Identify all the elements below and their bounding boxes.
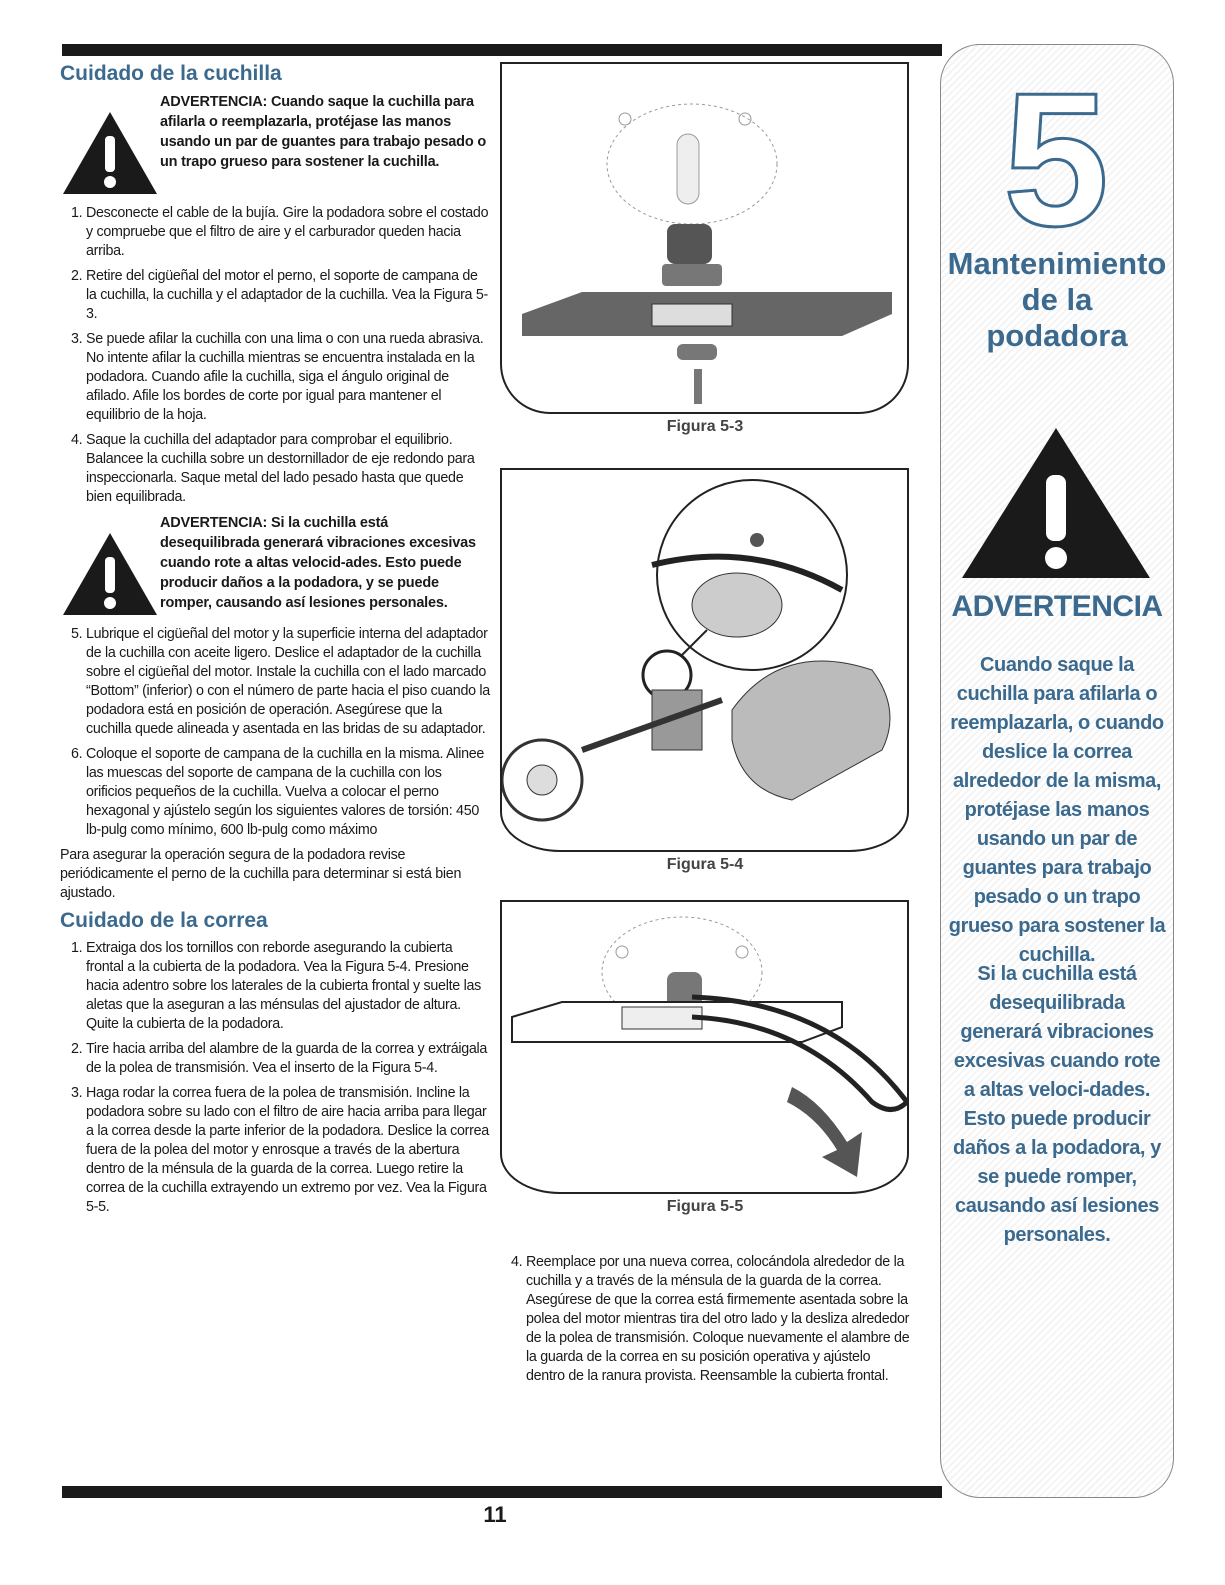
list-item: 3. Se puede afilar la cuchilla con una lima o con una rueda abrasiva. No intente afilar la cuchilla mientras se encuentra instalada en la podadora. Cuando afile la cuchilla, siga el ángulo original de afilado. Afile los bordes de corte por igual para mantener el equilibrio de la hoja. bbox=[86, 330, 490, 425]
blade-steps-b bbox=[60, 625, 490, 840]
warning-triangle-icon bbox=[60, 108, 160, 198]
list-item: 4. Saque la cuchilla del adaptador para comprobar el equilibrio. Balancee la cuchilla sobre un destornillador de eje redondo para inspeccionarla. Saque metal del lado pesado hasta que quede bien equilibrada. bbox=[86, 431, 490, 507]
belt-steps-cont bbox=[500, 1253, 910, 1386]
figure-caption: Figura 5-4 bbox=[666, 856, 744, 873]
warning-text-2: ADVERTENCIA: Si la cuchilla está desequilibrada generará vibraciones excesivas cuando rote a altas velocid-ades. Esto puede producir daños a la podadora, y se puede romper, causando así lesiones personales. bbox=[160, 515, 476, 611]
warning-triangle-icon bbox=[60, 529, 160, 619]
list-item: 2. Retire del cigüeñal del motor el perno, el soporte de campana de la cuchilla, la cuchilla y el adaptador de la cuchilla. Vea la Figura 5-3. bbox=[86, 267, 490, 324]
blade-assembly-illustration bbox=[502, 64, 907, 412]
blade-steps-a bbox=[60, 204, 490, 507]
sidebar-title-line3: podadora bbox=[986, 318, 1128, 353]
list-item: 2. Tire hacia arriba del alambre de la guarda de la correa y extráigala de la polea de transmisión. Vea el inserto de la Figura 5-4. bbox=[86, 1040, 490, 1078]
blade-care-heading: Cuidado de la cuchilla bbox=[60, 62, 282, 85]
list-item: 5. Lubrique el cigüeñal del motor y la superficie interna del adaptador de la cuchilla con aceite ligero. Deslice el adaptador de la cuchilla sobre el cigüeñal del motor. Instale la cuchilla con el lado marcado “Bottom” (inferior) o con el número de parte hacia el piso cuando la podadora está en posición de operación. Asegúrese que la cuchilla quede alineada y asentada en las bridas de su adaptador. bbox=[86, 625, 490, 739]
belt-removal-illustration bbox=[502, 902, 907, 1192]
warning-block-1 bbox=[60, 92, 490, 198]
figure-5-5 bbox=[500, 900, 910, 1216]
sidebar-warning-text-1: Cuando saque la cuchilla para afilarla o reemplazarla, o cuando deslice la correa alrededor de la misma, protéjase las manos usando un par de guantes para trabajo pesado o un trapo grueso para sostener la cuchilla. bbox=[948, 654, 1166, 966]
blade-closing-paragraph: Para asegurar la operación segura de la podadora revise periódicamente el perno de la cuchilla para determinar si está bien ajustado. bbox=[60, 847, 462, 901]
left-column bbox=[60, 62, 490, 1223]
list-item: 1. Desconecte el cable de la bujía. Gire la podadora sobre el costado y compruebe que el filtro de aire y el carburador queden hacia arriba. bbox=[86, 204, 490, 261]
warning-triangle-icon bbox=[956, 420, 1156, 585]
sidebar-title-line1: Mantenimiento bbox=[947, 246, 1167, 281]
figure-frame bbox=[500, 900, 909, 1194]
warning-text-1: ADVERTENCIA: Cuando saque la cuchilla para afilarla o reemplazarla, protéjase las manos usando un par de guantes para trabajo pesado o un trapo grueso para sostener la cuchilla. bbox=[160, 94, 486, 170]
page-number: 11 bbox=[483, 1502, 507, 1527]
list-item: 3. Haga rodar la correa fuera de la polea de transmisión. Incline la podadora sobre su lado con el filtro de aire hacia arriba para llegar a la correa desde la parte inferior de la podadora. Deslice la correa fuera de la polea del motor y enrosque a través de la abertura dentro de la ménsula de la guarda de la correa. Luego retire la correa de la cuchilla extrayendo un extremo por vez. Vea la Figura 5-5. bbox=[86, 1084, 490, 1217]
middle-column bbox=[500, 1253, 910, 1392]
belt-steps bbox=[60, 939, 490, 1217]
sidebar-warning-text-2: Si la cuchilla está desequilibrada generará vibraciones excesivas cuando rote a altas veloci-dades. Esto puede producir daños a la podadora, y se puede romper, causando así lesiones personales. bbox=[953, 963, 1161, 1246]
list-item: 6. Coloque el soporte de campana de la cuchilla en la misma. Alinee las muescas del soporte de campana de la cuchilla con los orificios pequeños de la cuchilla. Vuelva a colocar el perno hexagonal y ajústelo según los siguientes valores de torsión: 450 lb-pulg como mínimo, 600 lb-pulg como máximo bbox=[86, 745, 490, 840]
warning-block-2 bbox=[60, 513, 490, 619]
chapter-number bbox=[1001, 65, 1111, 245]
bottom-rule bbox=[62, 1486, 942, 1498]
figure-frame bbox=[500, 62, 909, 414]
figure-caption: Figura 5-3 bbox=[666, 418, 744, 435]
sidebar-title-line2: de la bbox=[1021, 282, 1093, 317]
svg-text:5: 5 bbox=[1003, 65, 1109, 245]
figure-caption: Figura 5-5 bbox=[666, 1198, 744, 1215]
sidebar-warning-label: ADVERTENCIA bbox=[951, 590, 1163, 623]
chapter-sidebar bbox=[940, 44, 1174, 1498]
list-item: 4. Reemplace por una nueva correa, colocándola alrededor de la cuchilla y a través de la ménsula de la guarda de la correa. Asegúrese de que la correa está firmemente asentada sobre la polea del motor mientras tira del otro lado y la desliza alrededor de la polea de transmisión. Coloque nuevamente el alambre de la guarda de la correa en su posición operativa y ajústelo dentro de la ranura provista. Reensamble la cubierta frontal. bbox=[526, 1253, 910, 1386]
figure-frame bbox=[500, 468, 909, 852]
list-item: 1. Extraiga dos los tornillos con reborde asegurando la cubierta frontal a la cubierta de la podadora. Vea la Figura 5-4. Presione hacia adentro sobre los laterales de la cubierta frontal y suelte las aletas que la aseguran a las ménsulas del ajustador de altura. Quite la cubierta de la podadora. bbox=[86, 939, 490, 1034]
figure-5-3 bbox=[500, 62, 910, 436]
top-rule bbox=[62, 44, 942, 56]
belt-care-heading: Cuidado de la correa bbox=[60, 909, 268, 932]
belt-guard-illustration bbox=[502, 470, 907, 850]
figure-5-4 bbox=[500, 468, 910, 874]
